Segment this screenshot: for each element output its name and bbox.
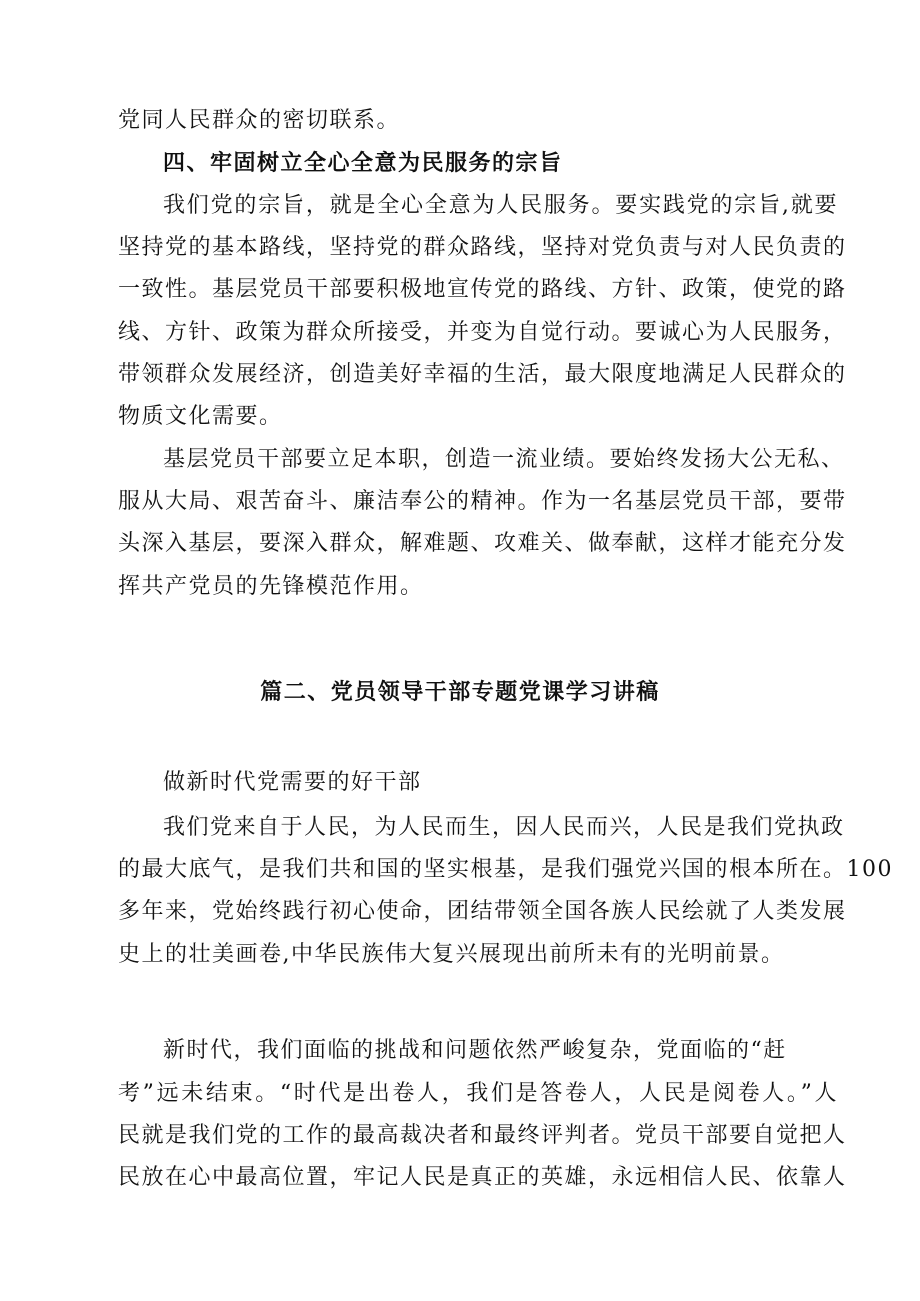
paragraph-line: 史上的壮美画卷,中华民族伟大复兴展现出前所未有的光明前景。 (118, 942, 785, 967)
paragraph-line: 新时代，我们面临的挑战和问题依然严峻复杂，党面临的“赶 (163, 1038, 787, 1063)
paragraph-line: 多年来，党始终践行初心使命，团结带领全国各族人民绘就了人类发展 (118, 899, 847, 924)
paragraph-line: 带领群众发展经济，创造美好幸福的生活，最大限度地满足人民群众的 (118, 362, 847, 387)
paragraph-line: 线、方针、政策为群众所接受，并变为自觉行动。要诚心为人民服务， (118, 320, 847, 345)
article-title: 篇二、党员领导干部专题党课学习讲稿 (260, 679, 660, 705)
paragraph-line: 物质文化需要。 (118, 404, 283, 429)
paragraph-line: 我们党来自于人民，为人民而生，因人民而兴，人民是我们党执政 (163, 815, 845, 840)
paragraph-line: 一致性。基层党员干部要积极地宣传党的路线、方针、政策，使党的路 (118, 277, 847, 302)
paragraph-line: 坚持党的基本路线，坚持党的群众路线，坚持对党负责与对人民负责的 (118, 235, 847, 260)
paragraph-line: 民就是我们党的工作的最高裁决者和最终评判者。党员干部要自觉把人 (118, 1123, 847, 1148)
paragraph-line: 挥共产党员的先锋模范作用。 (118, 574, 424, 599)
paragraph-line: 的最大底气，是我们共和国的坚实根基，是我们强党兴国的根本所在。100 (118, 857, 893, 882)
paragraph-line: 基层党员干部要立足本职，创造一流业绩。要始终发扬大公无私、 (163, 447, 845, 472)
paragraph-line: 民放在心中最高位置，牢记人民是真正的英雄，永远相信人民、依靠人 (118, 1165, 847, 1190)
paragraph-line: 我们党的宗旨，就是全心全意为人民服务。要实践党的宗旨,就要 (163, 193, 838, 218)
paragraph-line: 头深入基层，要深入群众，解难题、攻难关、做奉献，这样才能充分发 (118, 531, 847, 556)
paragraph-line: 服从大局、艰苦奋斗、廉洁奉公的精神。作为一名基层党员干部，要带 (118, 489, 847, 514)
paragraph-line: 党同人民群众的密切联系。 (118, 108, 401, 133)
section-heading: 四、牢固树立全心全意为民服务的宗旨 (163, 150, 563, 176)
article-subtitle: 做新时代党需要的好干部 (163, 770, 422, 795)
paragraph-line: 考”远未结束。“时代是出卷人，我们是答卷人，人民是阅卷人。”人 (118, 1081, 838, 1106)
